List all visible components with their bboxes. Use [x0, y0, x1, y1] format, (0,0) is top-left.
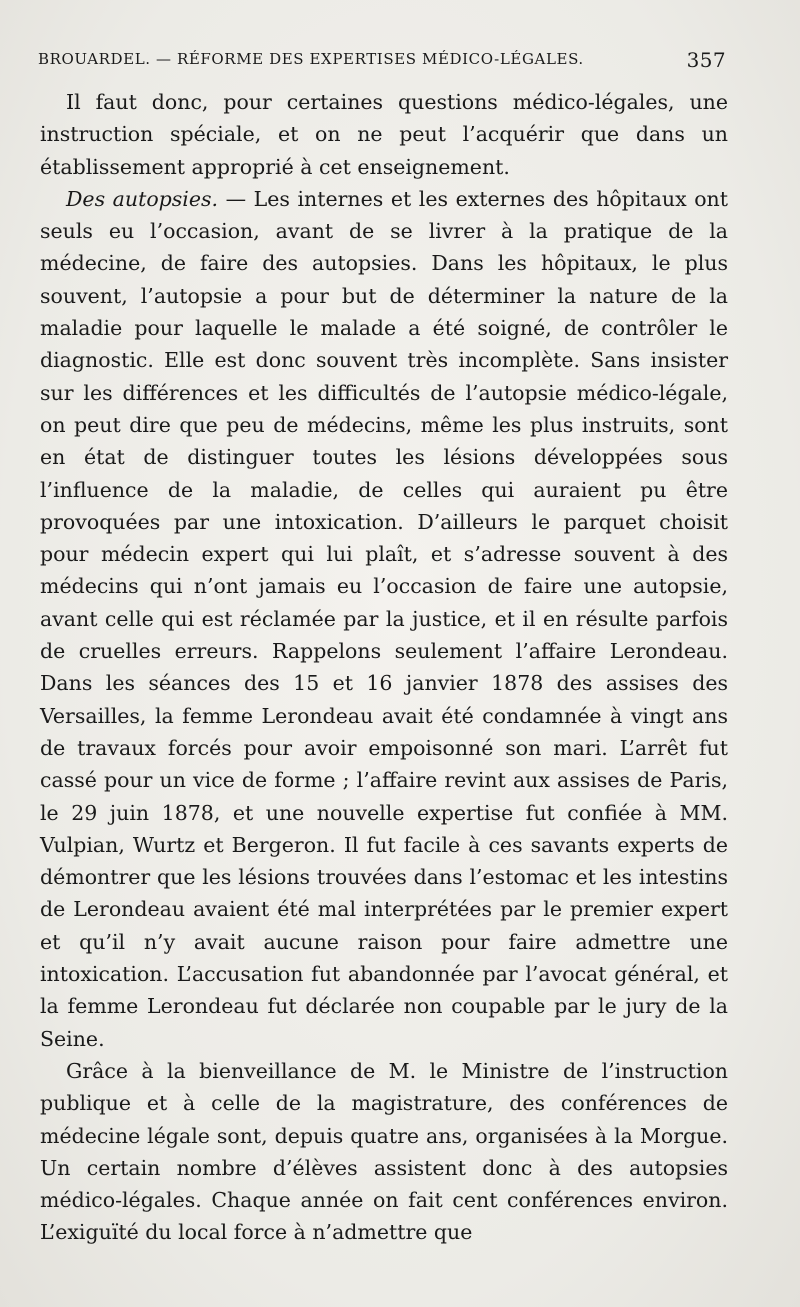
paragraph-autopsies-text: — Les internes et les externes des hôpitaux ont seuls eu l’occasion, avant de se livrer à la pratique de la médecine, de faire des autopsies. Dans les hôpitaux, le plus souvent, l’autopsie a pour but de déterminer la nature de la maladie pour laquelle le malade a été soigné, de contrôler le diagnostic. Elle est donc souvent très incomplète. Sans insister sur les différences et les difficultés de l’autopsie médico-légale, on peut dire que peu de médecins, même les plus instruits, sont en état de distinguer toutes les lésions développées sous l’influence de la maladie, de celles qui auraient pu être provoquées par une intoxication. D’ailleurs le parquet choisit pour médecin expert qui lui plaît, et s’adresse souvent à des médecins qui n’ont jamais eu l’occasion de faire une autopsie, avant celle qui est réclamée par la justice, et il en résulte parfois de cruelles erreurs. Rappelons seulement l’affaire Lerondeau. Dans les séances des 15 et 16 janvier 1878 des assises des Versailles, la femme Lerondeau avait été condamnée à vingt ans de travaux forcés pour avoir empoisonné son mari. L’arrêt fut cassé pour un vice de forme ; l’affaire revint aux assises de Paris, le 29 juin 1878, et une nouvelle expertise fut confiée à MM. Vulpian, Wurtz et Bergeron. Il fut facile à ces savants experts de démontrer que les lésions trouvées dans l’estomac et les intestins de Lerondeau avaient été mal interprétées par le premier expert et qu’il n’y avait aucune raison pour faire admettre une intoxication. L’accusation fut abandonnée par l’avocat général, et la femme Lerondeau fut déclarée non coupable par le jury de la Seine.: [40, 186, 728, 1051]
paragraph-3: [40, 1055, 728, 1249]
paragraph-1-text: Il faut donc, pour certaines questions médico-légales, une instruction spéciale, et on ne peut l’acquérir que dans un établissement approprié à cet enseignement.: [40, 90, 728, 179]
body-text: [40, 86, 728, 1249]
page-number: 357: [686, 48, 726, 72]
running-header: [38, 48, 726, 74]
running-title: BROUARDEL. — RÉFORME DES EXPERTISES MÉDICO-LÉGALES.: [38, 50, 584, 68]
paragraph-3-text: Grâce à la bienveillance de M. le Ministre de l’instruction publique et à celle de la magistrature, des conférences de médecine légale sont, depuis quatre ans, organisées à la Morgue. Un certain nombre d’élèves assistent donc à des autopsies médico-légales. Chaque année on fait cent conférences environ. L’exiguïté du local force à n’admettre que: [40, 1058, 728, 1245]
paragraph-1: [40, 86, 728, 183]
paragraph-autopsies: [40, 183, 728, 1055]
section-title-autopsies: Des autopsies.: [66, 186, 219, 211]
